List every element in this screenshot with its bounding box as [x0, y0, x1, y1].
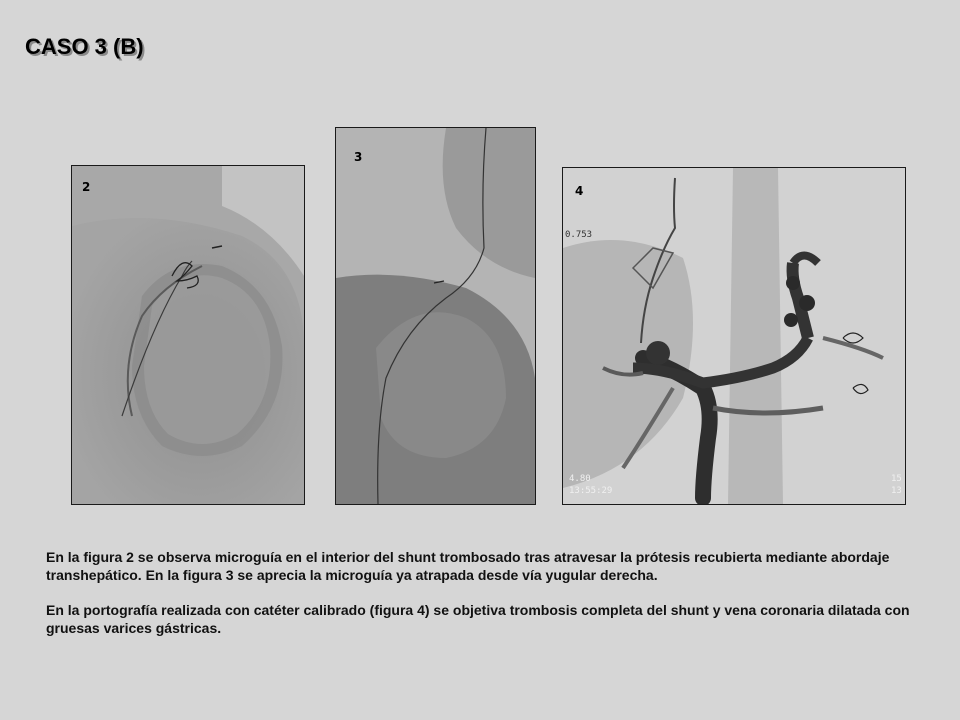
figure-4-overlay-value: 0.753 [565, 230, 593, 240]
caption-paragraph-1: En la figura 2 se observa microguía en el interior del shunt trombosado tras atravesar la prótesis recubierta mediante abordaje transhepático. En la figura 3 se aprecia la microguía ya atrapada desde vía yugular derecha. [46, 549, 890, 583]
figure-4-label: 4 [575, 184, 584, 198]
figure-3-image [335, 127, 536, 505]
figure-3-label: 3 [354, 150, 363, 164]
figure-2-image [71, 165, 305, 505]
figure-4-overlay-right-a: 15 [891, 474, 902, 484]
figure-4-overlay-right-b: 13 [891, 486, 902, 496]
caption-paragraph-2: En la portografía realizada con catéter calibrado (figura 4) se objetiva trombosis completa del shunt y vena coronaria dilatada con gruesas varices gástricas. [46, 602, 910, 636]
slide-title: CASO 3 (B) [25, 34, 144, 59]
figure-4-overlay-time-b: 13:55:29 [569, 486, 613, 496]
figure-2-label: 2 [82, 180, 91, 194]
figure-4-image [562, 167, 906, 505]
figure-4-overlay-time-a: 4.80 [569, 474, 591, 484]
